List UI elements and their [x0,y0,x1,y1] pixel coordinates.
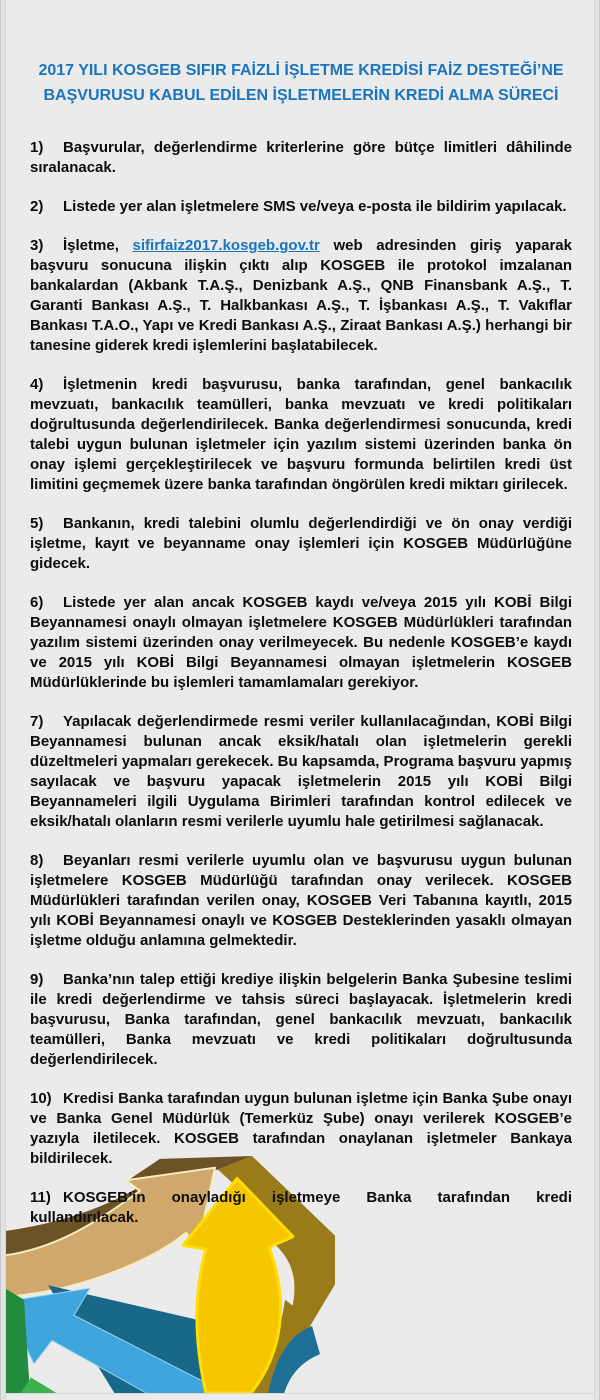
item-number: 6) [30,594,44,611]
item-number: 10) [30,1090,52,1107]
item-text: Yapılacak değerlendirmede resmi veriler kullanılacağından, KOBİ Bilgi Beyannamesi bulunan ancak eksik/hatalı olan işletmelerin gerekli düzeltmeleri yapmaları gerekecek. Bu kapsamda, Programa başvuru yapmış sayılacak ve başvuru yapacak işletmelerin 2015 yılı KOBİ Bilgi Beyannameleri ilgili Uygulama Birimleri tarafından kontrol edilecek ve eksik/hatalı olanların resmi verilerle uyumlu hale getirilmesi sağlanacak. [30,713,572,830]
item-number: 11) [30,1189,51,1206]
item-text-pre: İşletme, [63,237,133,254]
title-line-2: BAŞVURUSU KABUL EDİLEN İŞLETMELERİN KREDİ ALMA SÜRECİ [43,87,559,104]
item-text: Kredisi Banka tarafından uygun bulunan işletme için Banka Şube onayı ve Banka Genel Müdürlük (Temerküz Şube) onayı verilerek KOSGEB’e yazıyla iletilecek. KOSGEB tarafından onaylanan işletmeler Bankaya bildirilecek. [30,1090,572,1167]
item-text-post: web adresinden giriş yaparak başvuru sonucuna ilişkin çıktı alıp KOSGEB ile protokol imzalanan bankalardan (Akbank T.A.Ş., Denizbank A.Ş., QNB Finansbank A.Ş., T. Garanti Bankası A.Ş., T. Halkbankası A.Ş., T. İşbankası A.Ş., T. Vakıflar Bankası T.A.O., Yapı ve Kredi Bankası A.Ş., Ziraat Bankası A.Ş.) herhangi bir tanesine giderek kredi işlemlerini başlatabilecek. [30,237,572,354]
item-text: KOSGEB’in onayladığı işletmeye Banka tarafından kredi kullandırılacak. [30,1189,572,1226]
page-right-edge [594,0,600,1400]
list-item-4 [30,375,572,495]
item-text: İşletmenin kredi başvurusu, banka tarafından, genel bankacılık mevzuatı, bankacılık teamülleri, banka mevzuatı ve kredi politikaları doğrultusunda değerlendirilecek. Banka değerlendirmesi sonucunda, kredi talebi uygun bulunan işletmeler için yazılım sistemi üzerinden banka ön onay işlemi gerçekleştirilecek ve başvuru formunda belirtilen kredi üst limitini geçmemek üzere banka tarafından öngörülen kredi miktarı girilecek. [30,376,572,493]
list-item-3 [30,236,572,356]
bottom-margin-strip [0,1393,600,1400]
item-text: Listede yer alan ancak KOSGEB kaydı ve/veya 2015 yılı KOBİ Bilgi Beyannamesi onaylı olmayan işletmelere KOSGEB Müdürlükleri tarafından yazılım sistemi üzerinden onay verilmeyecek. Bu nedenle KOSGEB’e kaydı ve 2015 yılı KOBİ Bilgi Beyannamesi olmayan işletmelerin KOSGEB Müdürlüklerinde bu işlemleri tamamlamaları gerekiyor. [30,594,572,691]
list-item-11 [30,1188,572,1228]
list-item-5 [30,514,572,574]
item-text: Listede yer alan işletmelere SMS ve/veya e-posta ile bildirim yapılacak. [63,198,567,215]
item-text: Banka’nın talep ettiği krediye ilişkin belgelerin Banka Şubesine teslimi ile kredi değerlendirme ve tahsis süreci başlayacak. İşletmelerin kredi başvurusu, Banka tarafından, genel bankacılık mevzuatı, bankacılık teamülleri, Banka mevzuatı ve kredi politikaları doğrultusunda değerlendirilecek. [30,971,572,1068]
item-number: 9) [30,971,44,988]
item-number: 1) [30,139,44,156]
item-number: 5) [30,515,44,532]
list-item-6 [30,593,572,693]
item-text: Beyanları resmi verilerle uyumlu olan ve başvurusu uygun bulunan işletmelere KOSGEB Müdürlüğü tarafından onay verilecek. KOSGEB Müdürlükleri tarafından verilen onay, KOSGEB Veri Tabanına kayıtlı, 2015 yılı KOBİ Beyannamesi onaylı ve KOSGEB Desteklerinden yasaklı olmayan işletme olduğu anlamına gelmektedir. [30,852,572,949]
list-item-2 [30,197,572,217]
list-item-8 [30,851,572,951]
list-item-10 [30,1089,572,1169]
title-line-1: 2017 YILI KOSGEB SIFIR FAİZLİ İŞLETME KREDİSİ FAİZ DESTEĞİ’NE [38,62,564,79]
page-left-edge [0,0,6,1400]
item-number: 2) [30,198,44,215]
item-number: 7) [30,713,44,730]
page-title [30,58,572,108]
item-number: 3) [30,237,44,254]
item-text: Başvurular, değerlendirme kriterlerine göre bütçe limitleri dâhilinde sıralanacak. [30,139,572,176]
list-item-9 [30,970,572,1070]
list-item-1 [30,138,572,178]
item-number: 8) [30,852,44,869]
sifirfaiz-website-link[interactable]: sifirfaiz2017.kosgeb.gov.tr [132,237,320,254]
item-text: Bankanın, kredi talebini olumlu değerlendirdiği ve ön onay verdiği işletme, kayıt ve beyanname onay işlemleri için KOSGEB Müdürlüğüne gidecek. [30,515,572,572]
list-item-7 [30,712,572,832]
item-number: 4) [30,376,44,393]
